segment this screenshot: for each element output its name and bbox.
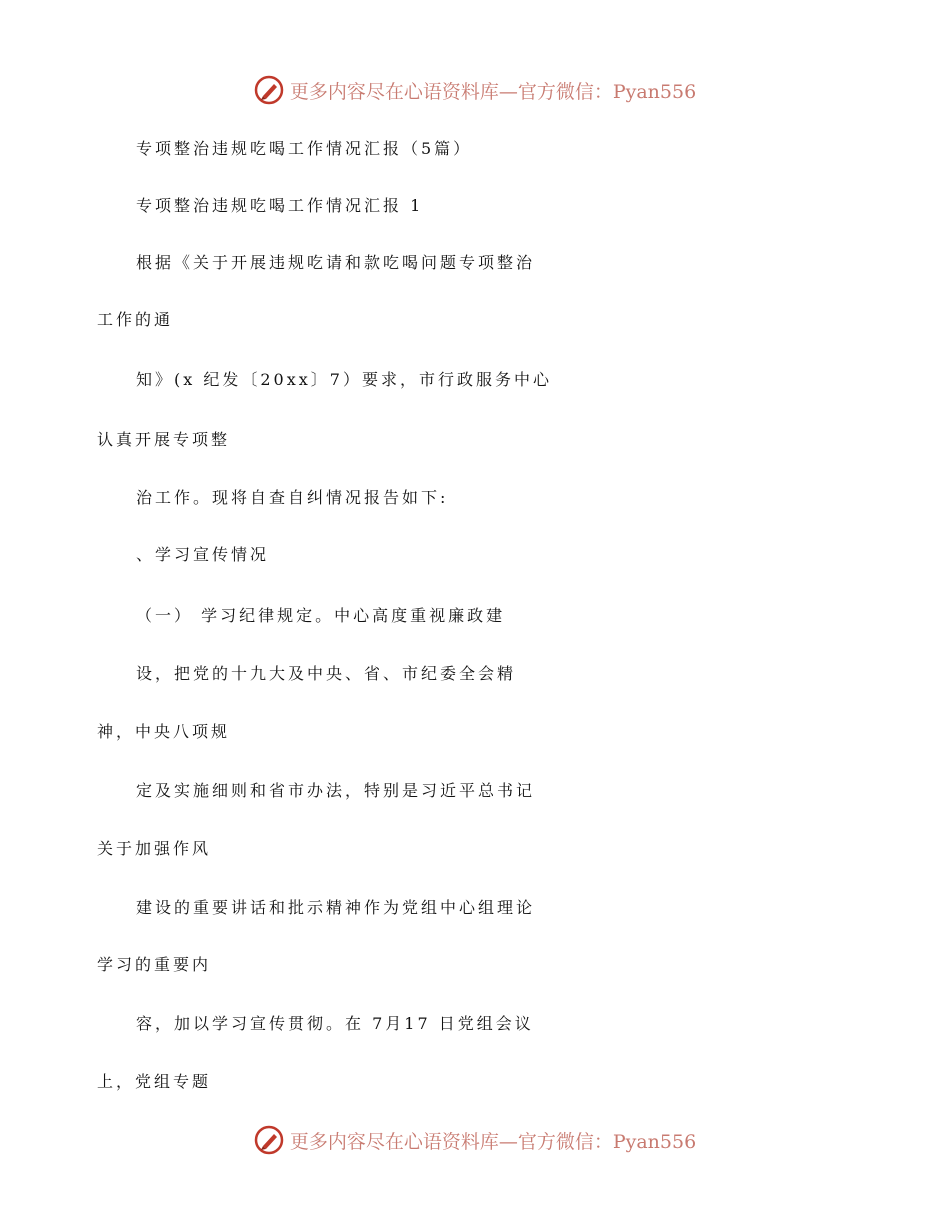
section-heading: 专项整治违规吃喝工作情况汇报 1 xyxy=(136,196,424,215)
paragraph-line: 神，中央八项规 xyxy=(97,722,231,741)
paragraph-line: 设，把党的十九大及中央、省、市纪委全会精 xyxy=(136,664,517,683)
watermark-text: 更多内容尽在心语资料库—官方微信：Pyan556 xyxy=(289,1130,697,1153)
subsection-heading: 、学习宣传情况 xyxy=(136,545,270,564)
paragraph-line: 关于加强作风 xyxy=(97,839,212,858)
paragraph-line: 学习的重要内 xyxy=(97,955,212,974)
paragraph-line: 上，党组专题 xyxy=(97,1072,212,1091)
paragraph-line: 认真开展专项整 xyxy=(97,430,231,449)
paragraph-line: （一） 学习纪律规定。中心高度重视廉政建 xyxy=(136,606,506,625)
header-watermark xyxy=(0,70,950,110)
paragraph-line: 治工作。现将自查自纠情况报告如下: xyxy=(136,488,449,507)
paragraph-line: 根据《关于开展违规吃请和款吃喝问题专项整治 xyxy=(136,253,536,272)
document-title: 专项整治违规吃喝工作情况汇报（5篇） xyxy=(136,139,473,158)
watermark-text: 更多内容尽在心语资料库—官方微信：Pyan556 xyxy=(289,80,697,103)
paragraph-line: 建设的重要讲话和批示精神作为党组中心组理论 xyxy=(136,898,536,917)
pen-logo-icon xyxy=(254,75,284,105)
footer-watermark xyxy=(0,1120,950,1160)
paragraph-line: 知》(x 纪发〔20xx〕7）要求，市行政服务中心 xyxy=(136,370,552,389)
pen-logo-icon xyxy=(254,1125,284,1155)
paragraph-line: 工作的通 xyxy=(97,310,174,329)
paragraph-line: 容，加以学习宣传贯彻。在 7月17 日党组会议 xyxy=(136,1014,534,1033)
paragraph-line: 定及实施细则和省市办法，特别是习近平总书记 xyxy=(136,781,536,800)
